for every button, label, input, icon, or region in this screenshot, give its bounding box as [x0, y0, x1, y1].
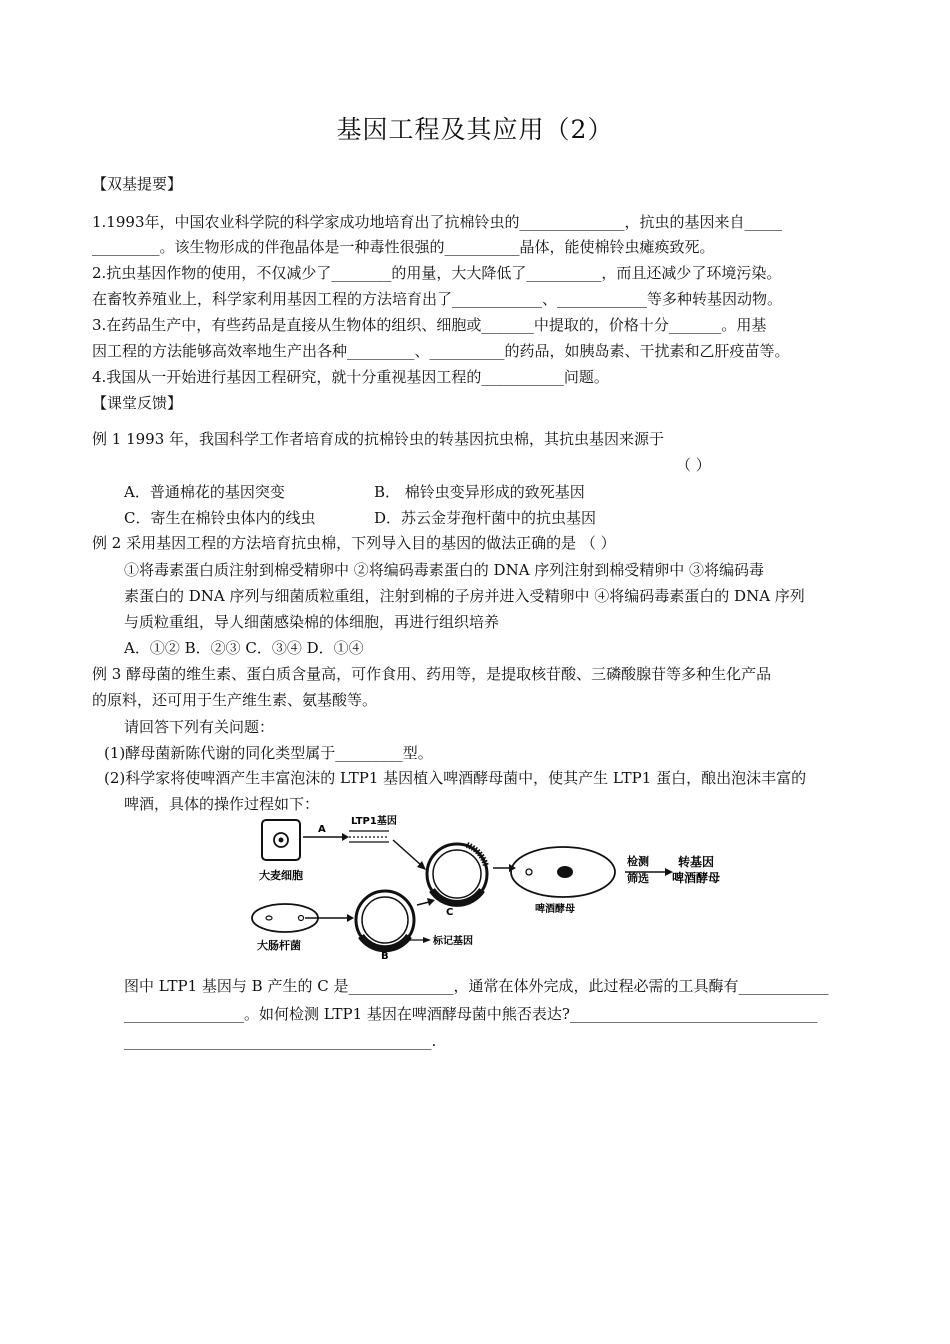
example-1-stem: 例 1 1993 年，我国科学工作者培育成的抗棉铃虫的转基因抗虫棉，其抗虫基因来源于 — [92, 430, 665, 448]
question-2-line-1: 2.抗虫基因作物的使用，不仅减少了________的用量，大大降低了__________，而且还减少了环境污染。 — [92, 264, 782, 282]
detect-label: 检测 — [627, 855, 649, 868]
yeast-label: 啤酒酵母 — [535, 904, 575, 915]
question-1-line-1: 1.1993年，中国农业科学院的科学家成功地培育出了抗棉铃虫的______________，抗虫的基因来自_____ — [92, 213, 782, 231]
marker-gene-pointer-head — [423, 937, 431, 943]
result-label-line-1: 转基因 — [678, 855, 715, 869]
question-1-line-2: _________。该生物形成的伴孢晶体是一种毒性很强的__________晶体，能使棉铃虫瘫痪致死。 — [92, 238, 715, 256]
screen-label: 筛选 — [627, 872, 649, 885]
yeast-cell — [511, 847, 615, 897]
barley-cell-label: 大麦细胞 — [259, 869, 303, 882]
example-2-statements-line-2: 素蛋白的 DNA 序列与细菌质粒重组，注射到棉的子房并进入受精卵中 ④将编码毒素蛋白的 DNA 序列 — [124, 587, 805, 605]
question-4: 4.我国从一开始进行基因工程研究，就十分重视基因工程的___________问题。 — [92, 368, 609, 386]
arrow-ecoli-to-b-head — [347, 914, 354, 922]
question-2-line-2: 在畜牧养殖业上，科学家利用基因工程的方法培育出了____________、____________等多种转基因动物。 — [92, 290, 783, 308]
example-3-stem-line-1: 例 3 酵母菌的维生素、蛋白质含量高，可作食用、药用等，是提取核苷酸、三磷酸腺苷等多种生化产品 — [92, 665, 772, 683]
question-3-line-2: 因工程的方法能够高效率地生产出各种_________、__________的药品，如胰岛素、干扰素和乙肝疫苗等。 — [92, 342, 790, 360]
arrow-b-to-c-head — [427, 898, 435, 906]
ecoli-label: 大肠杆菌 — [257, 939, 301, 952]
example-3-question-2-line-2: 啤酒，具体的操作过程如下： — [124, 795, 320, 813]
section-heading-feedback: 【课堂反馈】 — [92, 394, 183, 412]
example-3-question-2-line-1: (2)科学家将使啤酒产生丰富泡沫的 LTP1 基因植入啤酒酵母菌中，使其产生 LTP1 蛋白，酿出泡沫丰富的 — [104, 769, 807, 787]
gene-transfer-diagram — [245, 812, 740, 962]
arrow-gene-to-c — [393, 840, 421, 865]
example-3-question-1: (1)酵母菌新陈代谢的同化类型属于_________型。 — [104, 744, 433, 762]
example-1-option-c: C．寄生在棉铃虫体内的线虫 — [124, 509, 316, 527]
ltp1-gene-fragment — [349, 831, 389, 842]
question-3-line-1: 3.在药品生产中，有些药品是直接从生物体的组织、细胞或_______中提取的，价格十分_______。用基 — [92, 316, 767, 334]
example-3-prompt: 请回答下列有关问题： — [124, 718, 275, 736]
example-1-answer-paren: （ ） — [676, 456, 711, 474]
marker-gene-label: 标记基因 — [433, 936, 473, 947]
followup-question-line-2: ________________。如何检测 LTP1 基因在啤酒酵母菌中熊否表达?_________________________________ — [124, 1005, 818, 1023]
arrow-a-head — [342, 833, 349, 841]
page-title: 基因工程及其应用（2） — [336, 115, 614, 144]
example-2-stem: 例 2 采用基因工程的方法培育抗虫棉，下列导入目的基因的做法正确的是 （ ） — [92, 534, 616, 552]
example-1-option-a: A．普通棉花的基因突变 — [124, 483, 285, 501]
arrow-b-to-c — [417, 902, 429, 905]
step-a-label: A — [318, 824, 326, 835]
barley-cell — [262, 820, 300, 860]
plasmid-c-label: C — [446, 907, 454, 918]
example-3-stem-line-2: 的原料，还可用于生产维生素、氨基酸等。 — [92, 691, 378, 709]
followup-question-line-3: _________________________________________. — [124, 1032, 437, 1050]
plasmid-b-label: B — [381, 951, 389, 962]
example-1-option-b: B． 棉铃虫变异形成的致死基因 — [374, 483, 585, 501]
example-2-options: A．①② B．②③ C．③④ D．①④ — [124, 639, 364, 657]
example-2-statements-line-1: ①将毒素蛋白质注射到棉受精卵中 ②将编码毒素蛋白的 DNA 序列注射到棉受精卵中 ③将编码毒 — [124, 561, 765, 579]
example-1-option-d: D．苏云金芽孢杆菌中的抗虫基因 — [374, 509, 597, 527]
result-label-line-2: 啤酒酵母 — [672, 871, 721, 885]
followup-question-line-1: 图中 LTP1 基因与 B 产生的 C 是______________，通常在体外完成，此过程必需的工具酶有____________ — [124, 977, 829, 995]
recombinant-plasmid-c — [427, 844, 487, 904]
example-2-statements-line-3: 与质粒重组，导人细菌感染棉的体细胞，再进行组织培养 — [124, 613, 500, 631]
section-heading-basics: 【双基提要】 — [92, 175, 183, 193]
ltp1-gene-label: LTP1基因 — [351, 816, 397, 827]
plasmid-b — [356, 891, 414, 949]
